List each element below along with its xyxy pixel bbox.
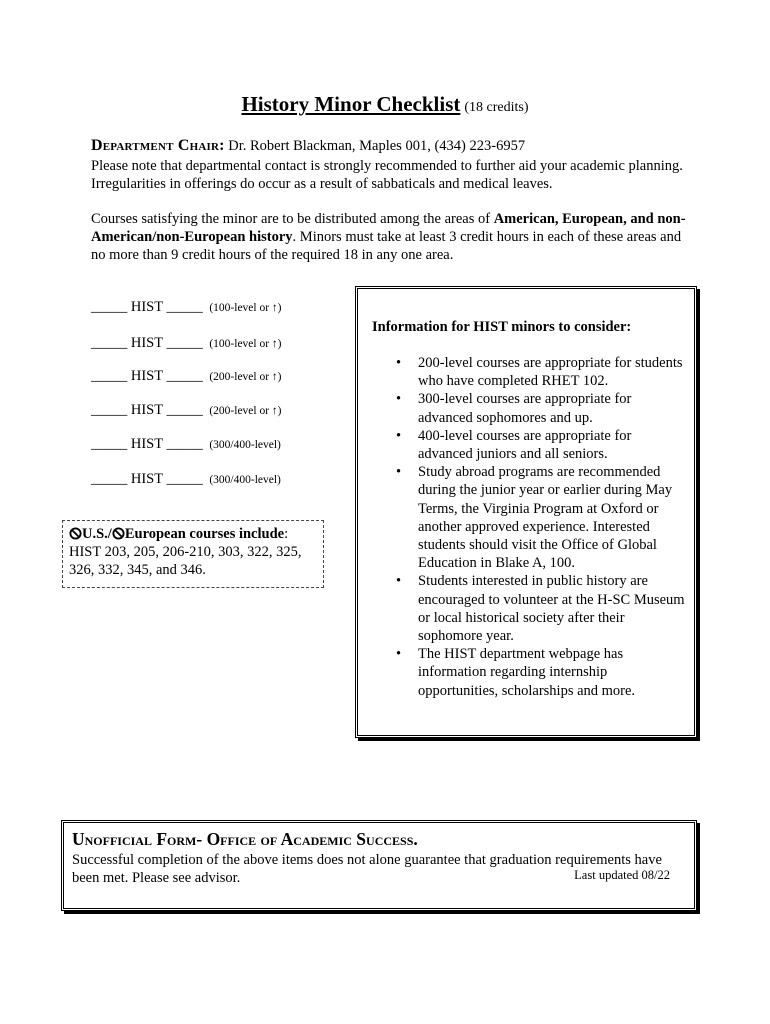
blank-line[interactable]: _____ xyxy=(166,368,203,384)
distribution-text-2: . Minors must take at least 3 credit hours in each of these areas and no more than 9 credit hours of the required 18 in any one area. xyxy=(91,229,682,263)
department-chair-label: Department Chair: xyxy=(91,137,225,154)
subject-label: HIST xyxy=(130,471,163,487)
blank-line[interactable]: _____ xyxy=(166,335,203,351)
info-list xyxy=(396,354,686,700)
last-updated: Last updated 08/22 xyxy=(574,868,670,882)
blank-line[interactable]: _____ xyxy=(166,402,203,418)
subject-label: HIST xyxy=(130,402,163,418)
level-note: (100-level or ↑) xyxy=(209,302,282,314)
subject-label: HIST xyxy=(130,436,163,452)
subject-label: HIST xyxy=(130,299,163,315)
checklist-row xyxy=(91,471,281,488)
checklist-row xyxy=(91,335,282,352)
course-list: HIST 203, 205, 206-210, 303, 322, 325, 326, 332, 345, and 346. xyxy=(69,544,302,578)
title-line xyxy=(0,92,770,117)
blank-line[interactable]: _____ xyxy=(166,471,203,487)
european-courses-label: European courses include xyxy=(124,526,285,542)
contact-note: Please note that departmental contact is strongly recommended to further aid your academic planning. Irregularities in offerings do occur as a result of sabbaticals and medical leaves. xyxy=(91,158,683,192)
level-note: (200-level or ↑) xyxy=(209,405,282,417)
info-item: • Students interested in public history are encouraged to volunteer at the H-SC Museum or local historical society after their sophomore year. xyxy=(396,572,686,645)
checklist-row xyxy=(91,299,282,316)
info-item: • 200-level courses are appropriate for students who have completed RHET 102. xyxy=(396,354,686,390)
checklist-row xyxy=(91,402,282,419)
blank-line[interactable]: _____ xyxy=(166,299,203,315)
non-us-european-courses-box xyxy=(62,520,324,588)
blank-line[interactable]: _____ xyxy=(91,471,128,487)
subject-label: HIST xyxy=(130,368,163,384)
blank-line[interactable]: _____ xyxy=(166,436,203,452)
department-chair-value: Dr. Robert Blackman, Maples 001, (434) 223-6957 xyxy=(228,138,526,154)
footer-box xyxy=(61,820,697,911)
department-chair-line xyxy=(91,137,525,155)
info-item: • The HIST department webpage has information regarding internship opportunities, scholarships and more. xyxy=(396,645,686,700)
level-note: (200-level or ↑) xyxy=(209,371,282,383)
distribution-areas: American, European, and non-American/non-European history xyxy=(91,211,686,245)
heading-colon: : xyxy=(284,526,289,542)
distribution-requirements xyxy=(91,210,691,264)
level-note: (300/400-level) xyxy=(209,474,281,486)
info-item: • 400-level courses are appropriate for advanced juniors and all seniors. xyxy=(396,427,686,463)
checklist-row xyxy=(91,368,282,385)
info-item: • Study abroad programs are recommended during the junior year or earlier during May Terms, the Virginia Program at Oxford or another approved experience. Interested students should visit the Office of Global Education in Blake A, 100. xyxy=(396,463,686,572)
blank-line[interactable]: _____ xyxy=(91,368,128,384)
prohibition-icon xyxy=(69,527,82,540)
page-title: History Minor Checklist xyxy=(241,92,461,116)
subject-label: HIST xyxy=(130,335,163,351)
blank-line[interactable]: _____ xyxy=(91,299,128,315)
info-item: • 300-level courses are appropriate for advanced sophomores and up. xyxy=(396,390,686,426)
distribution-text-1: Courses satisfying the minor are to be distributed among the areas of xyxy=(91,211,494,227)
footer-title: Unofficial Form- Office of Academic Success. xyxy=(72,829,418,849)
info-box xyxy=(355,286,697,738)
credits-note: (18 credits) xyxy=(464,100,529,115)
footer-disclaimer: Successful completion of the above items does not alone guarantee that graduation requirements have been met. Please see advisor. xyxy=(72,852,662,886)
prohibition-icon xyxy=(112,527,125,540)
level-note: (100-level or ↑) xyxy=(209,338,282,350)
blank-line[interactable]: _____ xyxy=(91,335,128,351)
blank-line[interactable]: _____ xyxy=(91,402,128,418)
info-box-title: Information for HIST minors to consider: xyxy=(372,319,632,335)
us-label: U.S./ xyxy=(82,526,112,542)
checklist-row xyxy=(91,436,281,453)
blank-line[interactable]: _____ xyxy=(91,436,128,452)
non-us-european-heading xyxy=(69,525,317,543)
level-note: (300/400-level) xyxy=(209,439,281,451)
